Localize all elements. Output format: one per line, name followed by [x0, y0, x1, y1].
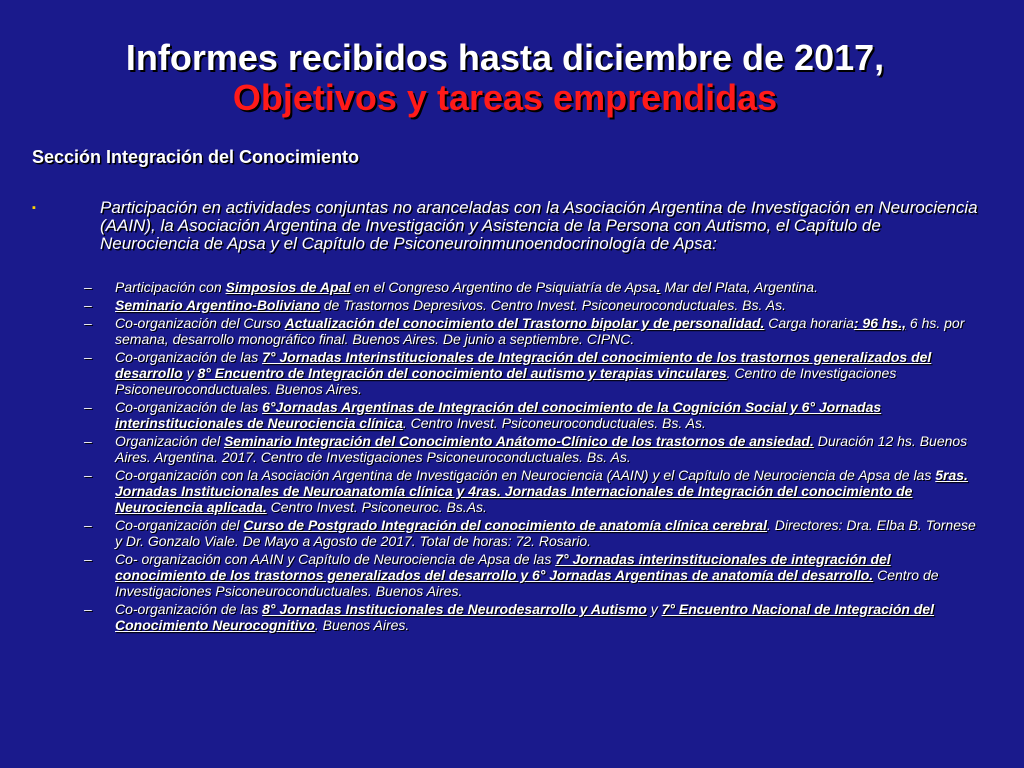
dash-bullet-icon: – — [84, 348, 92, 365]
sub-bullet-item — [84, 517, 984, 549]
sub-bullet-item — [84, 315, 984, 347]
sub-bullet-text — [115, 279, 984, 295]
sub-bullet-text — [115, 467, 984, 516]
sub-bullet-item — [84, 601, 984, 633]
bold-segment: 8° Jornadas Institucionales de Neurodesarrollo y Autismo — [262, 601, 647, 618]
sub-bullet-item — [84, 297, 984, 313]
text-segment: 6 hs. por semana, desarrollo monográfico final. Buenos Aires. De junio a septiembre. CIPNC. — [115, 314, 965, 347]
main-bullet-text: Participación en actividades conjuntas no aranceladas con la Asociación Argentina de Investigación en Neurociencia (AAIN), la Asociación Argentina de Investigación y Asistencia de la Persona con Autismo, el Capítulo de Neurociencia de Apsa y el Capítulo de Psiconeuroinmunoendocrinología de Apsa: — [100, 198, 978, 254]
sub-bullet-item — [84, 467, 984, 516]
text-segment: en el Congreso Argentino de Psiquiatría de Apsa — [350, 279, 657, 295]
bold-segment: 5ras. Jornadas Institucionales de Neuroanatomía clínica y 4ras. Jornadas Internacionales de Integración del conocimiento de Neurociencia aplicada. — [115, 466, 968, 516]
sub-bullet-item — [84, 349, 984, 398]
text-segment: Co-organización del — [115, 517, 244, 533]
text-segment: Co-organización de las — [115, 398, 263, 415]
text-segment: . Centro de Investigaciones Psiconeuroconductuales. Buenos Aires. — [115, 364, 897, 397]
text-segment: . Centro Invest. Psiconeuroconductuales. Bs. As. — [402, 415, 706, 431]
dash-bullet-icon: – — [84, 601, 92, 618]
text-segment: Centro de Investigaciones Psiconeuroconductuales. Buenos Aires. — [115, 567, 939, 600]
sub-bullet-text — [115, 601, 984, 633]
text-segment: Carga horaria — [764, 314, 854, 331]
text-segment: Co-organización con la Asociación Argentina de Investigación en Neurociencia (AAIN) y el Capítulo de Neurociencia de Apsa de las — [115, 466, 936, 483]
dash-bullet-icon: – — [84, 517, 92, 533]
bold-segment: 8° Encuentro de Integración del conocimiento del autismo y terapias vinculares — [197, 364, 727, 381]
dash-bullet-icon: – — [84, 296, 92, 313]
sub-bullet-item — [84, 551, 984, 600]
text-segment: de Trastornos Depresivos. Centro Invest. Psiconeuroconductuales. Bs. As. — [319, 296, 786, 313]
dash-bullet-icon: – — [84, 398, 92, 415]
text-segment: Co- organización con AAIN y Capítulo de Neurociencia de Apsa de las — [115, 551, 556, 567]
text-segment: Organización del — [115, 432, 224, 449]
sub-bullet-text — [115, 433, 984, 465]
text-segment: . Directores: Dra. Elba B. Tornese y Dr. Gonzalo Viale. De Mayo a Agosto de 2017. Total de horas: 72. Rosario. — [115, 517, 976, 550]
bold-segment: Actualización del conocimiento del Trastorno bipolar y de personalidad. — [284, 314, 765, 331]
title-line-1: Informes recibidos hasta diciembre de 2017, — [125, 37, 885, 78]
bold-segment: Seminario Argentino-Boliviano — [115, 296, 320, 313]
dash-bullet-icon: – — [84, 466, 92, 483]
text-segment: Co-organización del Curso — [115, 314, 285, 331]
text-segment: . Buenos Aires. — [314, 617, 410, 634]
section-heading: Sección Integración del Conocimiento — [32, 147, 360, 167]
text-segment: Co-organización de las — [115, 601, 263, 618]
text-segment: Duración 12 hs. Buenos Aires. Argentina. 2017. Centro de Investigaciones Psiconeuroconductuales. Bs. As. — [115, 432, 968, 465]
sub-bullet-item — [84, 433, 984, 465]
bold-segment: 7° Jornadas interinstitucionales de integración del conocimiento de los trastornos generalizados del desarrollo y 6° Jornadas Argentinas de anatomía del desarrollo. — [115, 551, 891, 584]
bold-segment: 7° Jornadas Interinstitucionales de Integración del conocimiento de los trastornos generalizados del desarrollo — [115, 348, 932, 381]
slide-title — [0, 38, 1010, 118]
dash-bullet-icon: – — [84, 279, 92, 295]
title-line-2: Objetivos y tareas emprendidas — [232, 77, 778, 118]
sub-bullet-text — [115, 551, 984, 600]
sub-bullet-item — [84, 399, 984, 431]
text-segment: y — [182, 364, 198, 381]
sub-bullet-list — [84, 279, 984, 635]
main-bullet — [32, 199, 982, 254]
dash-bullet-icon: – — [84, 432, 92, 449]
bullet-square-icon: ▪ — [32, 202, 36, 214]
text-segment: Mar del Plata, Argentina. — [660, 279, 818, 295]
sub-bullet-text — [115, 399, 984, 431]
bold-segment: 7° Encuentro Nacional de Integración del Conocimiento Neurocognitivo — [115, 601, 935, 634]
bold-segment: Curso de Postgrado Integración del conocimiento de anatomía clínica cerebral — [243, 517, 767, 533]
bold-segment: 6°Jornadas Argentinas de Integración del conocimiento de la Cognición Social y 6° Jornadas interinstitucionales de Neurociencia clínica — [115, 398, 882, 431]
text-segment: y — [646, 601, 662, 618]
bold-segment: Simposios de Apal — [225, 279, 351, 295]
dash-bullet-icon: – — [84, 551, 92, 567]
text-segment: Centro Invest. Psiconeuroc. Bs.As. — [266, 499, 487, 516]
bold-segment: : 96 hs., — [853, 314, 906, 331]
dash-bullet-icon: – — [84, 314, 92, 331]
sub-bullet-text — [115, 297, 984, 313]
bold-segment: . — [656, 279, 661, 295]
text-segment: Participación con — [115, 279, 226, 295]
sub-bullet-item — [84, 279, 984, 295]
bold-segment: Seminario Integración del Conocimiento Anátomo-Clínico de los trastornos de ansiedad. — [223, 432, 814, 449]
sub-bullet-text — [115, 315, 984, 347]
text-segment: Co-organización de las — [115, 348, 263, 365]
sub-bullet-text — [115, 349, 984, 398]
sub-bullet-text — [115, 517, 984, 549]
